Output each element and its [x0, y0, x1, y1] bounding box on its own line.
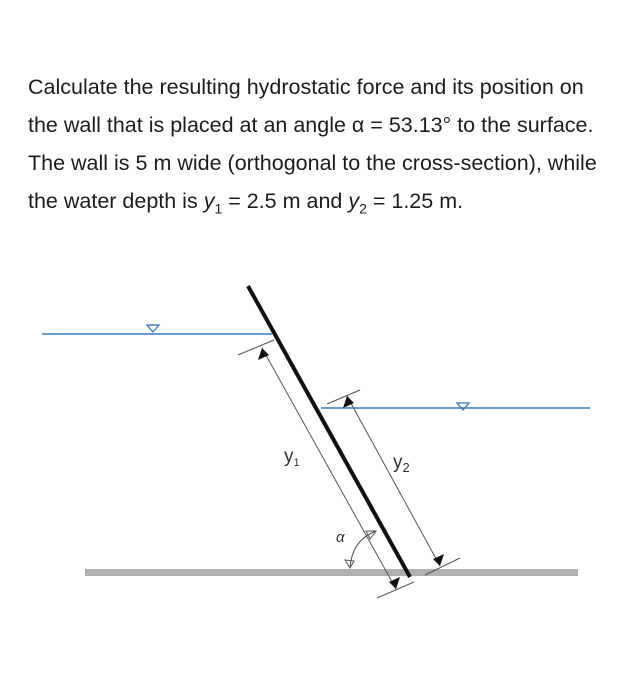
- alpha-arc-arrowhead-bottom: [345, 560, 354, 568]
- y2-label: $y_2$: [393, 452, 410, 475]
- problem-text: Calculate the resulting hydrostatic force and its position on the wall that is placed at an angle α = 53.13° to the surface. The wall is 5 m wide (orthogonal to the cross-section), while the water depth is: [28, 75, 597, 213]
- y2-subscript: 2: [359, 200, 367, 217]
- y1-label: $y_1$: [284, 446, 300, 469]
- right-water-level-icon: [457, 403, 469, 410]
- y2-symbol: y: [348, 189, 360, 213]
- y2-top-extension: [327, 390, 360, 404]
- y2-value: = 1.25 m.: [366, 189, 464, 213]
- y1-value: = 2.5 m and: [222, 189, 349, 213]
- y1-top-extension: [238, 340, 274, 355]
- alpha-label: α: [336, 529, 345, 546]
- left-water-level-icon: [147, 325, 159, 332]
- inclined-wall: [248, 286, 410, 577]
- y1-dimension-line: [262, 348, 396, 589]
- y1-subscript: 1: [214, 200, 223, 217]
- y1-symbol: y: [203, 189, 215, 213]
- channel-bottom: [85, 569, 578, 576]
